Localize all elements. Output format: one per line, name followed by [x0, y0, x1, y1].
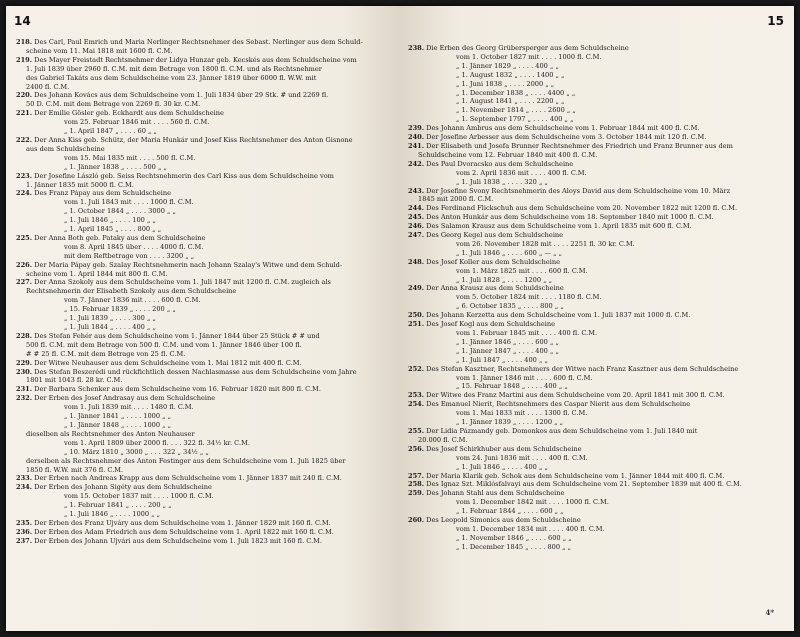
entry-text: „ 1. December 1838 „ . . . . 4400 „ „ — [456, 88, 576, 97]
entry-number: 233. — [16, 474, 33, 483]
entry-text: „ 15. Februar 1839 „ . . . . 200 „ „ — [64, 305, 176, 314]
entry-line — [16, 296, 392, 305]
entry-line — [408, 498, 784, 507]
entry-number: 241. — [408, 141, 425, 150]
entry-line — [408, 525, 784, 534]
entry-line — [408, 418, 784, 427]
entry-text: „ 1. April 1847 „ . . . . 60 „ „ — [64, 127, 157, 136]
entry-text: Des Anton Hunkár aus dem Schuldscheine vom 18. September 1840 mit 1000 fl. C.M. — [426, 213, 714, 222]
entry-text: Des Stefan Kasztner, Rechtsnehmers der Witwe nach Franz Kasztner aus dem Schuldscheine — [426, 364, 739, 373]
entry-line — [16, 181, 392, 190]
entry-line — [16, 448, 392, 457]
entry-line — [16, 127, 392, 136]
entry-text: Des Georg Kegel aus dem Schuldscheine — [426, 231, 564, 240]
entry-text: vom 1. October 1827 mit . . . . 1000 fl. C.M. — [456, 52, 602, 61]
entry-line — [16, 510, 392, 519]
entry-number: 251. — [408, 320, 425, 329]
entry-line — [408, 302, 784, 311]
entry-line — [16, 287, 392, 296]
entry-line — [16, 439, 392, 448]
entry-text: vom 24. Juni 1836 mit . . . . 400 fl. C.M. — [456, 453, 588, 462]
entry-number: 240. — [408, 133, 425, 142]
entry-line — [408, 97, 784, 106]
entry-text: „ 1. Februar 1844 „ . . . . 600 „ „ — [456, 507, 564, 516]
entry-line — [16, 65, 392, 74]
entry-text: vom 8. April 1845 über . . . . 4000 fl. C.M. — [64, 242, 204, 251]
entry-number: 238. — [408, 44, 425, 52]
entry-line — [408, 160, 784, 169]
entry-line — [16, 172, 392, 181]
entry-text: „ 1. Jänner 1838 „ . . . . 500 „ „ — [64, 162, 167, 171]
entry-line — [408, 329, 784, 338]
entry-number: 222. — [16, 135, 33, 144]
entry-line — [16, 385, 392, 394]
entry-text: derselben als Rechtsnehmer des Anton Festinger aus dem Schuldscheine vom 1. Juli 1825 über — [26, 456, 346, 465]
entry-number: 257. — [408, 471, 425, 480]
entry-line — [408, 44, 784, 53]
entry-line — [16, 368, 392, 377]
entry-text: Des Leopold Simonics aus dem Schuldscheine — [426, 516, 581, 525]
entry-line — [16, 234, 392, 243]
entry-text: vom 7. Jänner 1836 mit . . . . 600 fl. C.M. — [64, 296, 201, 305]
entry-text: vom 25. Februar 1846 mit . . . . 560 fl. C.M. — [64, 118, 210, 127]
entry-line — [16, 154, 392, 163]
entry-text: Der Emilie Gösler geb. Eckhardt aus dem Schuldscheine — [34, 109, 224, 118]
entry-number: 218. — [16, 38, 33, 46]
entry-text: Der Maria Klarik geb. Schok aus dem Schuldscheine vom 1. Jänner 1844 mit 400 fl. C.M. — [426, 471, 725, 480]
entry-line — [16, 74, 392, 83]
entry-line — [408, 204, 784, 213]
entry-number: 231. — [16, 385, 33, 394]
entry-text: Der Witwe Neuhauser aus dem Schuldscheine vom 1. Mai 1812 mit 400 fl. C.M. — [34, 358, 302, 367]
entry-number: 228. — [16, 331, 33, 340]
entry-line — [408, 115, 784, 124]
entry-text: „ 1. Juli 1838 „ . . . . 320 „ „ — [456, 177, 548, 186]
entry-text: „ 6. October 1835 „ . . . . 800 „ „ — [456, 302, 564, 311]
entry-line — [16, 38, 392, 47]
entry-line — [16, 412, 392, 421]
entry-text: vom 1. December 1842 mit . . . . 1000 fl. C.M. — [456, 498, 609, 507]
entry-line — [16, 376, 392, 385]
entry-line — [408, 258, 784, 267]
entry-line — [408, 543, 784, 552]
entry-line — [16, 341, 392, 350]
entry-text: Der Erben des Franz Ujváry aus dem Schuldscheine vom 1. Jänner 1829 mit 160 fl. C.M. — [34, 518, 331, 527]
entry-line — [16, 136, 392, 145]
entry-line — [408, 293, 784, 302]
entry-line — [408, 124, 784, 133]
entry-number: 252. — [408, 364, 425, 373]
entry-line — [16, 270, 392, 279]
entry-text: vom 1. Februar 1845 mit . . . . 400 fl. C.M. — [456, 329, 598, 337]
entry-text: vom 26. November 1828 mit . . . . 2251 fl. 30 kr. C.M. — [456, 239, 635, 248]
entry-line — [408, 489, 784, 498]
entry-text: Des Stefan Beszerédi und rückfichtlich dessen Nachlasmasse aus dem Schuldscheine vom Jahre — [34, 367, 357, 376]
entry-text: „ 1. November 1814 „ . . . . 2600 „ „ — [456, 106, 576, 115]
entry-text: # # 25 fl. C.M. mit dem Betrage von 25 fl. C.M. — [26, 349, 186, 358]
entry-number: 245. — [408, 213, 425, 222]
entry-number: 226. — [16, 260, 33, 269]
entry-text: Des Johann Stahl aus dem Schuldscheine — [426, 489, 565, 498]
left-page — [6, 6, 400, 631]
entry-line — [16, 421, 392, 430]
entry-text: Der Anna Kiss geb. Schütz, der Maria Hunkár und Josef Kiss Rechtsnehmer des Anton Gisnone — [34, 135, 353, 144]
entry-text: „ 1. Jänner 1839 „ . . . . 1200 „ „ — [456, 418, 564, 427]
entry-text: scheine vom 11. Mai 1818 mit 1600 fl. C.M. — [26, 46, 173, 55]
entry-text: vom 1. Juli 1839 mit . . . . 1480 fl. C.M. — [64, 403, 194, 412]
entry-text: vom 5. October 1824 mit . . . . 1180 fl. C.M. — [456, 293, 602, 302]
entry-line — [16, 359, 392, 368]
entry-line — [408, 472, 784, 481]
entry-text: Der Erben des Johann Ujvári aus dem Schuldscheine vom 1. Juli 1823 mit 160 fl. C.M. — [34, 536, 323, 545]
entry-number: 224. — [16, 189, 33, 198]
entry-line — [16, 225, 392, 234]
entry-text: vom 15. October 1837 mit . . . . 1000 fl. C.M. — [64, 492, 214, 501]
entry-number: 243. — [408, 186, 425, 195]
entry-line — [408, 71, 784, 80]
entry-line — [16, 492, 392, 501]
entry-text: Des Franz Pápay aus dem Schuldscheine — [34, 189, 172, 198]
entry-line — [16, 261, 392, 270]
entry-line — [16, 83, 392, 92]
entry-line — [16, 145, 392, 154]
entry-line — [16, 216, 392, 225]
entry-text: Des Josef Koller aus dem Schuldscheine — [426, 257, 561, 266]
entry-text: Schuldscheine vom 12. Februar 1840 mit 400 fl. C.M. — [418, 150, 598, 159]
entry-number: 248. — [408, 257, 425, 266]
entry-line — [408, 169, 784, 178]
entry-line — [408, 463, 784, 472]
entry-text: vom 1. April 1809 über 2000 fl. . . . 322 fl. 34½ kr. C.M. — [64, 438, 250, 447]
entry-text: Der Erben des Adam Friedrich aus dem Schuldscheine vom 1. April 1822 mit 160 fl. C.M. — [34, 527, 334, 536]
entry-text: Des Carl, Paul Emrich und Maria Nerlinger Rechtsnehmer des Sebast. Nerlinger aus dem Schuld- — [34, 38, 363, 46]
entry-line — [16, 474, 392, 483]
entry-text: „ 1. Juli 1828 „ . . . . 1200 „ „ — [456, 275, 553, 284]
entry-text: Des Stefan Fehér aus dem Schuldscheine vom 1. Jänner 1844 über 25 Stück # # und — [34, 331, 320, 340]
entry-line — [16, 323, 392, 332]
entry-line — [408, 311, 784, 320]
entry-number: 246. — [408, 222, 425, 231]
entry-text: „ 1. December 1845 „ . . . . 800 „ „ — [456, 542, 572, 551]
entry-line — [16, 332, 392, 341]
entry-line — [16, 519, 392, 528]
entry-number: 232. — [16, 394, 33, 403]
entry-line — [16, 198, 392, 207]
entry-text: Des Salamon Krausz aus dem Schuldscheine vom 1. April 1835 mit 600 fl. C.M. — [426, 222, 692, 231]
entry-number: 244. — [408, 204, 425, 213]
entry-line — [16, 56, 392, 65]
entry-text: Der Josefine Arbesser aus dem Schuldscheine vom 3. October 1844 mit 120 fl. C.M. — [426, 133, 707, 142]
entry-line — [16, 189, 392, 198]
entry-line — [16, 314, 392, 323]
entry-text: vom 1. Jänner 1846 mit . . . . 600 fl. C.M. — [456, 373, 593, 382]
entry-text: Des Josef Schirkhuber aus dem Schuldscheine — [426, 444, 582, 453]
entry-text: Der Witwe des Franz Martini aus dem Schuldscheine vom 20. April 1841 mit 300 fl. C.M. — [426, 391, 725, 400]
entry-line — [16, 394, 392, 403]
entry-line — [408, 347, 784, 356]
entry-text: 1801 mit 1043 fl. 28 kr. C.M. — [26, 376, 123, 385]
entry-number: 249. — [408, 284, 425, 293]
entry-text: vom 1. März 1825 mit . . . . 600 fl. C.M. — [456, 266, 588, 275]
entry-text: Der Elisabeth und Josefa Brunner Rechtsnehmer des Friedrich und Franz Brunner aus dem — [426, 141, 733, 150]
entry-text: Des Johann Kerzetta aus dem Schuldscheine vom 1. Juli 1837 mit 1000 fl. C.M. — [426, 311, 691, 320]
entry-line — [408, 62, 784, 71]
entry-line — [16, 252, 392, 261]
entry-number: 220. — [16, 91, 33, 100]
entry-number: 247. — [408, 231, 425, 240]
entry-text: „ 1. Juni 1838 „ . . . . 2000 „ „ — [456, 79, 555, 88]
entry-line — [16, 207, 392, 216]
entry-line — [408, 106, 784, 115]
entry-line — [16, 483, 392, 492]
entry-number: 223. — [16, 171, 33, 180]
entry-text: „ 15. Februar 1848 „ . . . . 400 „ „ — [456, 382, 568, 391]
entry-number: 253. — [408, 391, 425, 400]
entry-line — [408, 133, 784, 142]
entry-text: vom 2. April 1836 mit . . . . 400 fl. C.M. — [456, 168, 587, 177]
entry-text: Des Johann Kovács aus dem Schuldscheine vom 1. Juli 1834 über 29 Stk. # und 2269 fl. — [34, 91, 329, 100]
entry-line — [408, 391, 784, 400]
entry-text: „ 1. September 1797 „ . . . . 400 „ „ — [456, 115, 574, 124]
entry-line — [408, 454, 784, 463]
right-page — [400, 6, 794, 631]
page-number-right: 15 — [767, 14, 784, 28]
entry-line — [408, 516, 784, 525]
entry-text: „ 1. April 1845 „ . . . . 800 „ „ — [64, 225, 162, 234]
entry-text: aus dem Schuldscheine — [26, 144, 105, 153]
entry-text: „ 1. Jänner 1829 „ . . . . 400 „ „ — [456, 61, 559, 70]
entry-text: Des Josef Kogl aus dem Schuldscheine — [426, 320, 556, 329]
entry-text: „ 1. October 1844 „ . . . . 3000 „ „ — [64, 207, 176, 216]
entry-line — [408, 365, 784, 374]
entry-line — [408, 356, 784, 365]
entry-text: Der Lidia Pázmandy geb. Domonkos aus dem Schuldscheine vom 1. Juli 1840 mit — [426, 426, 698, 435]
entry-number: 242. — [408, 159, 425, 168]
entry-line — [408, 187, 784, 196]
entry-text: „ 1. Juli 1847 „ . . . . 400 „ „ — [456, 355, 548, 364]
entry-line — [408, 338, 784, 347]
entry-line — [16, 528, 392, 537]
entry-line — [408, 249, 784, 258]
entry-line — [408, 507, 784, 516]
entry-text: 20.000 fl. C.M. — [418, 435, 468, 444]
entry-text: „ 1. Juli 1846 „ . . . . 1000 „ „ — [64, 510, 161, 519]
entry-text: 1845 mit 2000 fl. C.M. — [418, 195, 494, 204]
entry-line — [408, 382, 784, 391]
entry-line — [408, 53, 784, 62]
entry-text: Der Anna Krausz aus dem Schuldscheine — [426, 284, 564, 293]
entry-number: 255. — [408, 426, 425, 435]
entry-text: mit dem Reftbetrage von . . . . 3200 „ „ — [64, 251, 195, 260]
entry-number: 259. — [408, 489, 425, 498]
entry-line — [16, 163, 392, 172]
entry-line — [16, 430, 392, 439]
entry-text: vom 15. Mai 1835 mit . . . . 500 fl. C.M. — [64, 153, 196, 162]
entry-number: 230. — [16, 367, 33, 376]
entry-line — [408, 436, 784, 445]
entry-number: 254. — [408, 400, 425, 409]
entry-text: dieselben als Rechtsnehmer des Anton Neuhauser — [26, 429, 195, 438]
entry-number: 219. — [16, 55, 33, 64]
entry-line — [16, 118, 392, 127]
entry-line — [408, 178, 784, 187]
entry-text: Des Mayer Freistadt Rechtsnehmer der Lidya Hunzar geb. Kecskés aus dem Schuldscheine vom — [34, 55, 357, 64]
entry-text: „ 1. November 1846 „ . . . . 600 „ „ — [456, 533, 572, 542]
entry-text: „ 1. Jänner 1841 „ . . . . 1000 „ „ — [64, 412, 172, 421]
entry-text: Die Erben des Georg Grübersperger aus dem Schuldscheine — [426, 44, 629, 52]
entry-text: Rechtsnehmerin der Elisabeth Szokoly aus dem Schuldscheine — [26, 287, 237, 296]
entry-text: „ 1. Juli 1839 „ . . . . 300 „ „ — [64, 314, 156, 323]
entry-line — [408, 445, 784, 454]
entry-line — [16, 100, 392, 109]
entry-number: 250. — [408, 311, 425, 320]
signature-mark: 4* — [765, 608, 774, 617]
entry-number: 229. — [16, 358, 33, 367]
entry-line — [408, 151, 784, 160]
book-spread — [6, 6, 794, 631]
entry-text: Der Anna Szokoly aus dem Schuldscheine vom 1. Juli 1847 mit 1200 fl. C.M. zugleich als — [34, 278, 331, 287]
entry-text: „ 1. Jänner 1847 „ . . . . 400 „ „ — [456, 346, 559, 355]
entry-line — [16, 243, 392, 252]
entry-text: „ 1. Juli 1846 „ . . . . 100 „ „ — [64, 216, 156, 225]
entry-text: „ 1. August 1832 „ . . . . 1400 „ „ — [456, 70, 565, 79]
entry-text: vom 1. December 1834 mit . . . . 400 fl. C.M. — [456, 524, 605, 533]
entry-text: „ 1. Februar 1841 „ . . . . 200 „ „ — [64, 501, 172, 510]
entry-text: Der Maria Pápay geb. Szalay Rechtsnehmerin nach Johann Szalay's Witwe und dem Schuld- — [34, 260, 343, 269]
entry-line — [408, 400, 784, 409]
entry-text: 50 D. C.M. mit dem Betrage von 2269 fl. 30 kr. C.M. — [26, 100, 201, 109]
entry-text: „ 10. März 1810 „ 3000 „ . . . 322 „ 34½ „ „ — [64, 447, 209, 456]
entry-text: Der Erben des Johann Sigéty aus dem Schuldscheine — [34, 483, 212, 492]
entry-text: „ 1. August 1841 „ . . . . 2200 „ „ — [456, 97, 565, 106]
entry-text: „ 1. Jänner 1846 „ . . . . 600 „ „ — [456, 337, 559, 346]
entry-line — [408, 374, 784, 383]
entry-number: 237. — [16, 536, 33, 545]
entry-line — [408, 480, 784, 489]
entry-line — [16, 109, 392, 118]
entry-line — [408, 284, 784, 293]
entry-text: Des Emanuel Nierit, Rechtsnehmers des Caspar Nierit aus dem Schuldscheine — [426, 400, 691, 409]
entry-line — [16, 403, 392, 412]
entry-number: 258. — [408, 480, 425, 489]
entry-line — [408, 89, 784, 98]
entry-text: vom 1. Juli 1843 mit . . . . 1000 fl. C.M. — [64, 198, 194, 207]
entry-text: Der Barbara Schenker aus dem Schuldscheine vom 16. Februar 1820 mit 800 fl. C.M. — [34, 385, 321, 394]
entry-text: vom 1. Mai 1833 mit . . . . 1300 fl. C.M. — [456, 409, 588, 418]
entry-text: Der Josefine László geb. Seiss Rechtsnehmerin des Carl Kiss aus dem Schuldscheine vom — [34, 171, 334, 180]
entry-number: 234. — [16, 483, 33, 492]
entry-line — [16, 47, 392, 56]
entry-text: 1850 fl. W.W. mit 376 fl. C.M. — [26, 465, 124, 474]
entry-text: 2400 fl. C.M. — [26, 82, 70, 91]
entry-number: 256. — [408, 444, 425, 453]
entry-line — [16, 91, 392, 100]
entry-text: „ 1. Juli 1844 „ . . . . 400 „ „ — [64, 323, 156, 331]
entry-line — [408, 142, 784, 151]
entry-line — [408, 213, 784, 222]
page-number-left: 14 — [14, 14, 31, 28]
entry-line — [408, 195, 784, 204]
entry-number: 221. — [16, 109, 33, 118]
entry-number: 227. — [16, 278, 33, 287]
entry-line — [408, 534, 784, 543]
entry-text: Der Anna Both geb. Pataky aus dem Schuldscheine — [34, 233, 206, 242]
entry-line — [408, 222, 784, 231]
entry-line — [16, 278, 392, 287]
entry-text: 1. Jänner 1835 mit 5000 fl. C.M. — [26, 180, 134, 189]
entry-number: 260. — [408, 516, 425, 525]
entry-text: Des Johann Ambrus aus dem Schuldscheine vom 1. Februar 1844 mit 400 fl. C.M. — [426, 124, 700, 133]
entry-line — [408, 240, 784, 249]
entry-line — [408, 231, 784, 240]
entry-line — [16, 537, 392, 546]
entry-line — [408, 427, 784, 436]
entry-text: „ 1. Juli 1846 „ . . . . 400 „ „ — [456, 462, 548, 471]
entry-line — [408, 320, 784, 329]
entry-list-right — [408, 44, 784, 552]
entry-line — [16, 457, 392, 466]
entry-text: Der Josefine Svony Rechtsnehmerin des Aloys David aus dem Schuldscheine vom 10. März — [426, 186, 731, 195]
entry-number: 236. — [16, 527, 33, 536]
entry-text: „ 1. Jänner 1848 „ . . . . 1000 „ „ — [64, 420, 172, 429]
entry-text: 1. Juli 1839 über 2960 fl. C.M. mit dem Betrage von 1800 fl. C.M. und als Rechtsnehmer — [26, 64, 322, 73]
entry-text: Der Erben nach Andreas Krapp aus dem Schuldscheine vom 1. Jänner 1837 mit 240 fl. C.M. — [34, 474, 342, 483]
entry-text: Des Paul Dvoracsko aus dem Schuldscheine — [426, 159, 574, 168]
entry-text: Des Ferdinand Flickschuh aus dem Schuldscheine vom 20. November 1822 mit 1200 fl. C.M. — [426, 204, 738, 213]
entry-text: Der Erben des Josef Andrasay aus dem Schuldscheine — [34, 394, 216, 403]
entry-line — [408, 276, 784, 285]
entry-line — [16, 305, 392, 314]
entry-number: 239. — [408, 124, 425, 133]
entry-text: scheine vom 1. April 1844 mit 800 fl. C.M. — [26, 269, 168, 278]
entry-text: „ 1. Juli 1846 „ . . . . 600 „ — „ „ — [456, 248, 563, 257]
entry-list-left — [16, 38, 392, 546]
entry-text: Des Ignaz Szt. Miklósfalvayi aus dem Schuldscheine vom 21. September 1839 mit 400 fl. C.M. — [426, 480, 742, 489]
entry-line — [408, 409, 784, 418]
entry-text: 500 fl. C.M. mit dem Betrage von 500 fl. C.M. und vom 1. Jänner 1846 über 100 fl. — [26, 340, 302, 349]
entry-line — [16, 350, 392, 359]
entry-line — [16, 466, 392, 475]
entry-number: 235. — [16, 518, 33, 527]
entry-line — [408, 80, 784, 89]
entry-line — [16, 501, 392, 510]
entry-number: 225. — [16, 233, 33, 242]
entry-line — [408, 267, 784, 276]
entry-text: des Gabriel Takáts aus dem Schuldscheine vom 23. Jänner 1819 über 6000 fl. W.W. mit — [26, 73, 317, 82]
